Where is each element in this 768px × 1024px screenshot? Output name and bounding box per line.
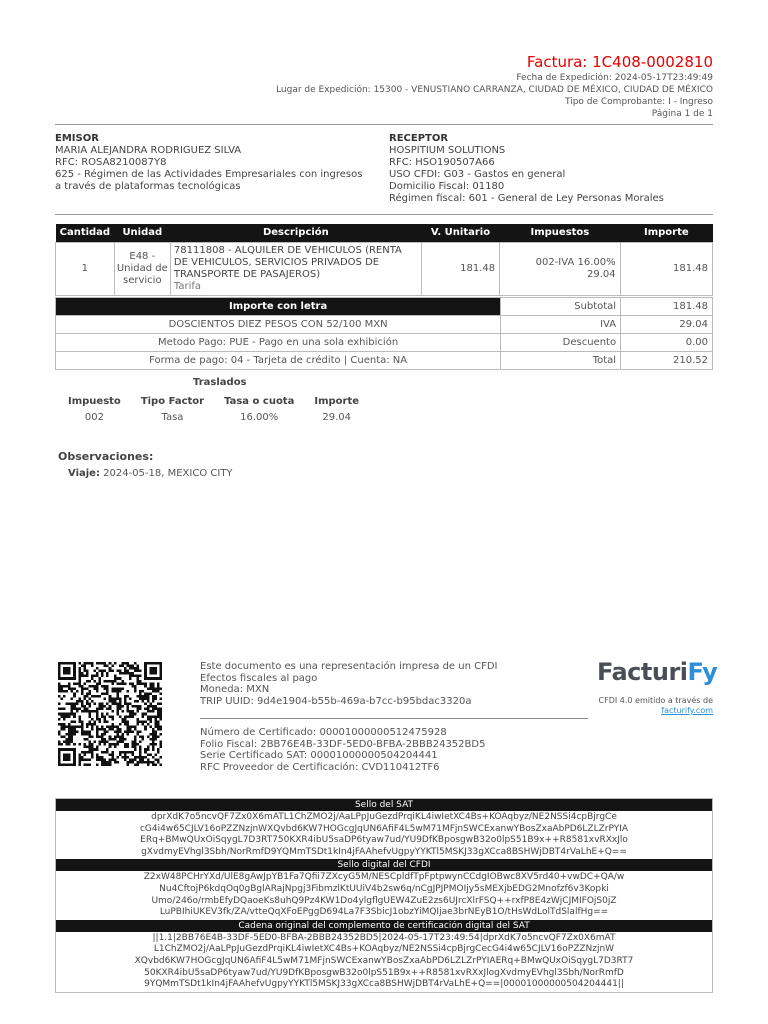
receptor-domicilio: Domicilio Fiscal: 01180: [389, 181, 505, 192]
receptor-uso: USO CFDI: G03 - Gastos en general: [389, 169, 566, 180]
cell-unidad: E48 - Unidad de servicio: [114, 242, 170, 295]
divider: [200, 718, 588, 719]
cell-unitario: 181.48: [421, 242, 499, 295]
emisor-rfc: RFC: ROSA8210087Y8: [55, 157, 167, 168]
sello-line: Umo/246o/rmbEfyDQaoeKs8uhQ9Pz4KW1Do4ylgflgUEW4ZuE2zs6UJrcXlrFSQ++rxfP8E4zWjCJMIFOjS0jZ: [151, 895, 617, 906]
importe-letra-label: Importe con letra: [56, 298, 501, 316]
traslados-tipo: Tasa: [161, 411, 184, 423]
emitido-text: CFDI 4.0 emitido a través de: [598, 696, 713, 705]
sello-sat-block: [55, 798, 713, 993]
cfdi-line: Efectos fiscales al pago: [200, 672, 318, 684]
iva-label: IVA: [501, 316, 621, 334]
sello-sat-body: [56, 811, 712, 859]
cert-info: [200, 727, 485, 773]
cell-cantidad: 1: [56, 242, 115, 295]
summary-row: [56, 298, 713, 316]
sello-sat-label: Sello del SAT: [56, 799, 712, 811]
sello-cfdi-label: Sello digital del CFDI: [56, 859, 712, 871]
divider: [55, 124, 713, 125]
table-row: [58, 409, 369, 425]
items-table: [55, 224, 713, 296]
traslados-impuesto: 002: [84, 411, 104, 423]
logo-text: [597, 658, 717, 686]
emisor-name: MARIA ALEJANDRA RODRIGUEZ SILVA: [55, 145, 242, 156]
sello-line: gXvdmyEVhgl3Sbh/NorRmfD9YQMmTSDt1kIn4jFAAhefvUgpyYYKTl5MSKJ33gXCca8BSHWjDBT4rVaLhE+Q==: [141, 846, 627, 857]
rfc-proveedor: RFC Proveedor de Certificación: CVD110412TF6: [200, 761, 440, 773]
folio-fiscal: Folio Fiscal: 2BB76E4B-33DF-5ED0-BFBA-2BBB24352BD5: [200, 738, 486, 750]
sello-line: Nu4CftojP6kdqOq0gBglARajNpgj3FibmzlKtUUiV4b2sw6q/nCgJPJPMOIjy5sMEXjbEDG2Mnofzf6v3Kopki: [159, 883, 609, 894]
sello-line: 9YQMmTSDt1kIn4jFAAhefvUgpyYYKTl5MSKJ33gXCca8BSHWjDBT4rVaLhE+Q==|00001000000504204441||: [144, 979, 624, 990]
col-header-importe: Importe: [620, 224, 712, 242]
traslados-header-row: [58, 393, 369, 409]
summary-row: [56, 316, 713, 334]
tax-amount: 29.04: [586, 268, 616, 280]
total-label: Total: [501, 352, 621, 370]
divider: [55, 214, 713, 215]
cfdi-line: Este documento es una representación impresa de un CFDI: [200, 661, 498, 672]
subtotal-value: 181.48: [621, 298, 713, 316]
receptor-regimen: Régimen fiscal: 601 - General de Ley Personas Morales: [389, 193, 664, 204]
invoice-title: Factura: 1C408-0002810: [526, 53, 713, 71]
cadena-body: [56, 932, 712, 992]
sello-line: L1ChZMO2j/AaLPpJuGezdPrqiKL4iwIetXC4Bs+KOAqbyz/NE2NSSi4cpBjrgCecG4i4w65CJLV16oPZZNzjnW: [153, 944, 615, 955]
receptor-rfc: RFC: HSO190507A66: [389, 157, 495, 168]
item-description: 78111808 - ALQUILER DE VEHICULOS (RENTA DE VEHICULOS, SERVICIOS PRIVADOS DE TRANSPORTE DE PASAJEROS): [173, 244, 402, 280]
emisor-label: EMISOR: [55, 133, 99, 144]
table-row: [56, 242, 713, 295]
sello-line: Z2xW48PCHrYXd/UlE8gAwJpYB1Fa7Qfii7ZXcyG5M/NESCpldfTpFptpwynCCdgIOBwc8XV5rd40+vwDC+QA/w: [143, 872, 625, 883]
observaciones-title: Observaciones:: [58, 450, 154, 463]
sello-line: 50KXR4ibU5saDP6tyaw7ud/YU9DfKBposgwB32o0lpS51B9x++R8581xvRXxJlogXvdmyEVhgl3Sbh/NorRmfD: [144, 967, 624, 978]
viaje-label: Viaje:: [68, 468, 100, 479]
sello-line: ||1.1|2BB76E4B-33DF-5ED0-BFBA-2BBB24352BD5|2024-05-17T23:49:54|dprXdK7o5ncvQF7Zx0X6mAT: [152, 932, 616, 943]
traslados-title: Traslados: [193, 377, 247, 388]
qr-code-icon: [58, 662, 162, 766]
traslados-tasa: 16.00%: [240, 411, 279, 423]
traslados-importe: 29.04: [322, 411, 351, 423]
facturify-logo: [597, 658, 718, 690]
observaciones-viaje: [68, 468, 233, 479]
col-header-impuestos: Impuestos: [500, 224, 620, 242]
page-number: Página 1 de 1: [651, 109, 713, 119]
emisor-regimen: 625 - Régimen de las Actividades Empresariales con ingresos a través de plataformas tecnológicas: [55, 169, 363, 192]
sat-cert-serie: Serie Certificado SAT: 00001000000504204441: [200, 750, 438, 762]
importe-letra: DOSCIENTOS DIEZ PESOS CON 52/100 MXN: [56, 316, 501, 334]
cfdi-line: TRIP UUID: 9d4e1904-b55b-469a-b7cc-b95bdac3320a: [200, 695, 472, 707]
items-header-row: [56, 224, 713, 242]
logo-main: Facturi: [597, 658, 688, 686]
metodo-pago: Metodo Pago: PUE - Pago en una sola exhibición: [56, 334, 501, 352]
col-header-descripcion: Descripción: [170, 224, 421, 242]
emisor-block: [55, 133, 365, 193]
cell-impuestos: [500, 242, 620, 295]
iva-value: 29.04: [621, 316, 713, 334]
cfdi-line: Moneda: MXN: [200, 684, 270, 696]
col-header-unidad: Unidad: [114, 224, 170, 242]
descuento-label: Descuento: [501, 334, 621, 352]
emitido-block: [599, 696, 713, 716]
logo-accent: Fy: [687, 658, 718, 686]
cell-descripcion: [170, 242, 421, 295]
traslados-header-impuesto: Impuesto: [68, 395, 121, 407]
descuento-value: 0.00: [621, 334, 713, 352]
cfdi-info: [200, 661, 498, 707]
voucher-type: Tipo de Comprobante: I - Ingreso: [564, 97, 713, 107]
sello-cfdi-body: [56, 871, 712, 919]
cadena-label: Cadena original del complemento de certificación digital del SAT: [56, 920, 712, 932]
invoice-header: [276, 52, 713, 120]
col-header-unitario: V. Unitario: [421, 224, 499, 242]
forma-pago: Forma de pago: 04 - Tarjeta de crédito | Cuenta: NA: [56, 352, 501, 370]
sello-line: cG4i4w65CJLV16oPZZNzjnWXQvbd6KW7HOGcgJqUN6AfiF4L5wM71MFjnSWCExanwYBosZxaAbPD6LZLZrPYIA: [139, 823, 629, 834]
receptor-label: RECEPTOR: [389, 133, 449, 144]
col-header-cantidad: Cantidad: [56, 224, 115, 242]
summary-row: [56, 352, 713, 370]
receptor-block: [389, 133, 709, 205]
sello-line: XQvbd6KW7HOGcgJqUN6AfiF4L5wM71MFjnSWCExanwYBosZxaAbPD6LZLZrPYIAERq+BMwQUxOiSqygL7D3RT7: [134, 955, 634, 966]
sello-line: ERq+BMwQUxOiSqygL7D3RT750KXR4ibU5saDP6tyaw7ud/YU9DfKBposgwB32o0lpS51B9x++R8581xvRXxJlo: [140, 835, 628, 846]
total-value: 210.52: [621, 352, 713, 370]
receptor-name: HOSPITIUM SOLUTIONS: [389, 145, 506, 156]
subtotal-label: Subtotal: [501, 298, 621, 316]
facturify-link[interactable]: facturify.com: [661, 706, 713, 715]
traslados-header-tasa: Tasa o cuota: [224, 395, 295, 407]
traslados-header-tipo: Tipo Factor: [140, 395, 205, 407]
issue-date: Fecha de Expedición: 2024-05-17T23:49:49: [516, 73, 713, 83]
tax-rate: 002-IVA 16.00%: [535, 256, 616, 268]
traslados-header-importe: Importe: [314, 395, 360, 407]
item-description-sub: Tarifa: [173, 280, 202, 292]
sello-line: LuPBIhiUKEV3fk/ZA/vtteQqXFoEPggD694La7F3SbicJ1obzYiMQIjae3brNEyB1O/tHsWdLolTdSlalfHg==: [159, 907, 609, 918]
traslados-table: [58, 393, 369, 425]
issue-place: Lugar de Expedición: 15300 - VENUSTIANO CARRANZA, CIUDAD DE MÉXICO, CIUDAD DE MÉXICO: [276, 85, 713, 95]
summary-row: [56, 334, 713, 352]
summary-table: [55, 297, 713, 370]
cert-number: Número de Certificado: 00001000000512475928: [200, 727, 447, 738]
viaje-value: 2024-05-18, MEXICO CITY: [103, 468, 233, 479]
cell-importe: 181.48: [620, 242, 712, 295]
sello-line: dprXdK7o5ncvQF7Zx0X6mATL1ChZMO2j/AaLPpJuGezdPrqiKL4iwIetXC4Bs+KOAqbyz/NE2NSSi4cpBjrgCe: [151, 812, 617, 822]
